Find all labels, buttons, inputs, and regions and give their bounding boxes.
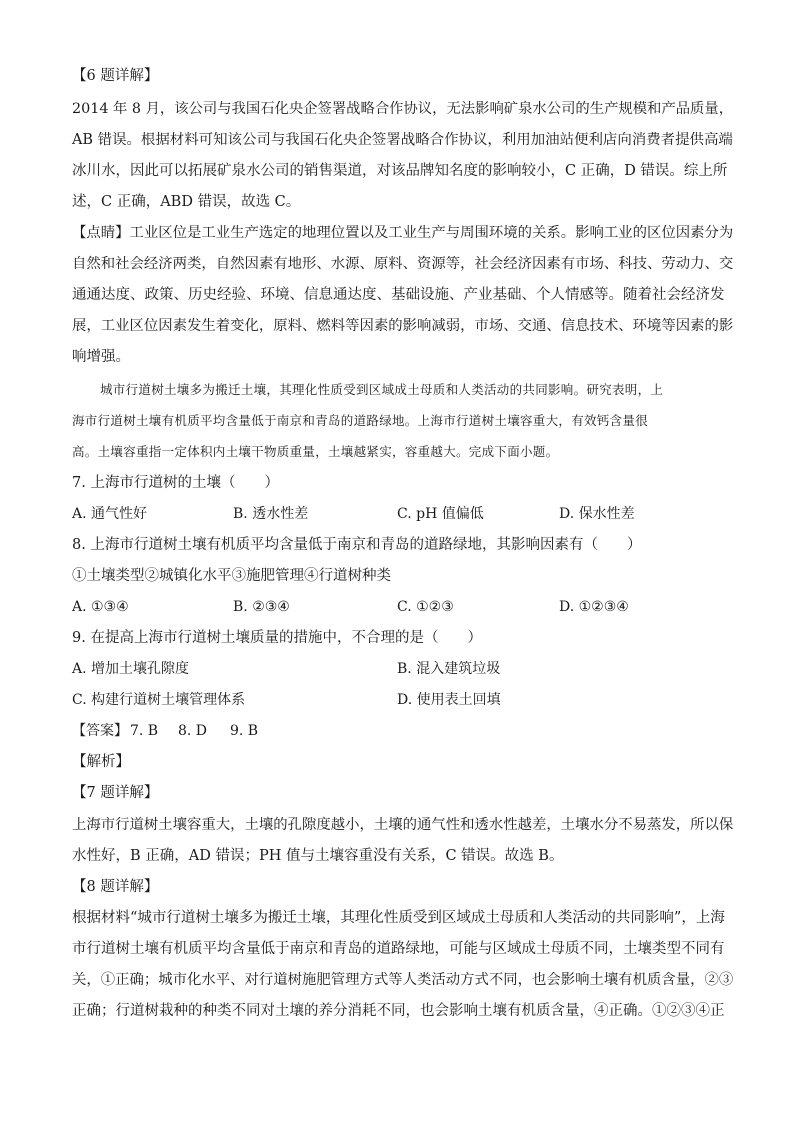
pointer-line: 通通达度、政策、历史经验、环境、信息通达度、基础设施、产业基础、个人情感等。随着社会经济发: [72, 287, 725, 303]
q8-detail-line: 根据材料“城市行道树土壤多为搬迁土壤，其理化性质受到区域成土母质和人类活动的共同影响”，上海: [72, 910, 725, 926]
analysis-label: 【解析】: [72, 754, 130, 770]
q8-option-c: C. ①②③: [397, 599, 454, 615]
q8-detail-line: 正确；行道树栽种的种类不同对土壤的养分消耗不同，也会影响土壤有机质含量，④正确。①②③④正: [72, 1003, 725, 1019]
answer-item: 7. B: [130, 723, 159, 739]
q8-factors: ①土壤类型②城镇化水平③施肥管理④行道树种类: [72, 568, 391, 584]
q7-option-b: B. 透水性差: [233, 506, 309, 522]
q8-detail-line: 关，①正确；城市化水平、对行道树施肥管理方式等人类活动方式不同，也会影响土壤有机质含量，②③: [72, 972, 734, 988]
pointer-line: 响增强。: [72, 349, 130, 365]
q7-option-c: C. pH 值偏低: [397, 506, 484, 522]
q8-detail-line: 市行道树土壤有机质平均含量低于南京和青岛的道路绿地，可能与区域成土母质不同，土壤类型不同有: [72, 941, 725, 957]
question-8-stem: 8. 上海市行道树土壤有机质平均含量低于南京和青岛的道路绿地，其影响因素有（ ）: [72, 537, 642, 553]
q6-detail-line: 2014 年 8 月，该公司与我国石化央企签署战略合作协议，无法影响矿泉水公司的生产规模和产品质量，: [72, 101, 734, 117]
pointer-line: 【点睛】工业区位是工业生产选定的地理位置以及工业生产与周围环境的关系。影响工业的区位因素分为: [72, 225, 734, 241]
answer-item: 8. D: [178, 723, 208, 739]
answer-item: 9. B: [230, 723, 259, 739]
q7-detail-header: 【7 题详解】: [72, 785, 159, 801]
q9-option-a: A. 增加土壤孔隙度: [72, 661, 190, 677]
q6-detail-line: 冰川水，因此可以拓展矿泉水公司的销售渠道，对该品牌知名度的影响较小，C 正确，D 错误。综上所: [72, 163, 728, 179]
q7-detail-line: 水性好，B 正确，AD 错误；PH 值与土壤容重没有关系，C 错误。故选 B。: [72, 848, 564, 864]
q8-option-b: B. ②③④: [233, 599, 290, 615]
answer-label: 【答案】: [72, 723, 128, 739]
q8-option-d: D. ①②③④: [559, 599, 629, 615]
q7-option-a: A. 通气性好: [72, 506, 148, 522]
pointer-line: 展，工业区位因素发生着变化，原料、燃料等因素的影响减弱，市场、交通、信息技术、环境等因素的影: [72, 318, 734, 334]
q6-detail-line: 述，C 正确，ABD 错误，故选 C。: [72, 194, 301, 210]
q8-option-a: A. ①③④: [72, 599, 129, 615]
passage-line: 城市行道树土壤多为搬迁土壤，其理化性质受到区域成土母质和人类活动的共同影响。研究表明，上: [100, 382, 664, 397]
question-7-stem: 7. 上海市行道树的土壤（ ）: [72, 475, 279, 491]
q6-detail-header: 【6 题详解】: [72, 68, 159, 84]
passage-line: 高。土壤容重指一定体积内土壤干物质重量，土壤越紧实，容重越大。完成下面小题。: [72, 444, 559, 459]
q7-option-d: D. 保水性差: [559, 506, 635, 522]
q7-detail-line: 上海市行道树土壤容重大，土壤的孔隙度越小，土壤的通气性和透水性越差，土壤水分不易蒸发，所以保: [72, 817, 734, 833]
q9-option-d: D. 使用表土回填: [397, 692, 501, 708]
q9-option-c: C. 构建行道树土壤管理体系: [72, 692, 246, 708]
passage-line: 海市行道树土壤有机质平均含量低于南京和青岛的道路绿地。上海市行道树土壤容重大，有效钙含量很: [72, 413, 649, 428]
q6-detail-line: AB 错误。根据材料可知该公司与我国石化央企签署战略合作协议，利用加油站便利店向消费者提供高端: [72, 132, 733, 148]
pointer-line: 自然和社会经济两类，自然因素有地形、水源、原料、资源等，社会经济因素有市场、科技、劳动力、交: [72, 256, 734, 272]
question-9-stem: 9. 在提高上海市行道树土壤质量的措施中，不合理的是（ ）: [72, 630, 482, 646]
q9-option-b: B. 混入建筑垃圾: [397, 661, 501, 677]
q8-detail-header: 【8 题详解】: [72, 879, 159, 895]
